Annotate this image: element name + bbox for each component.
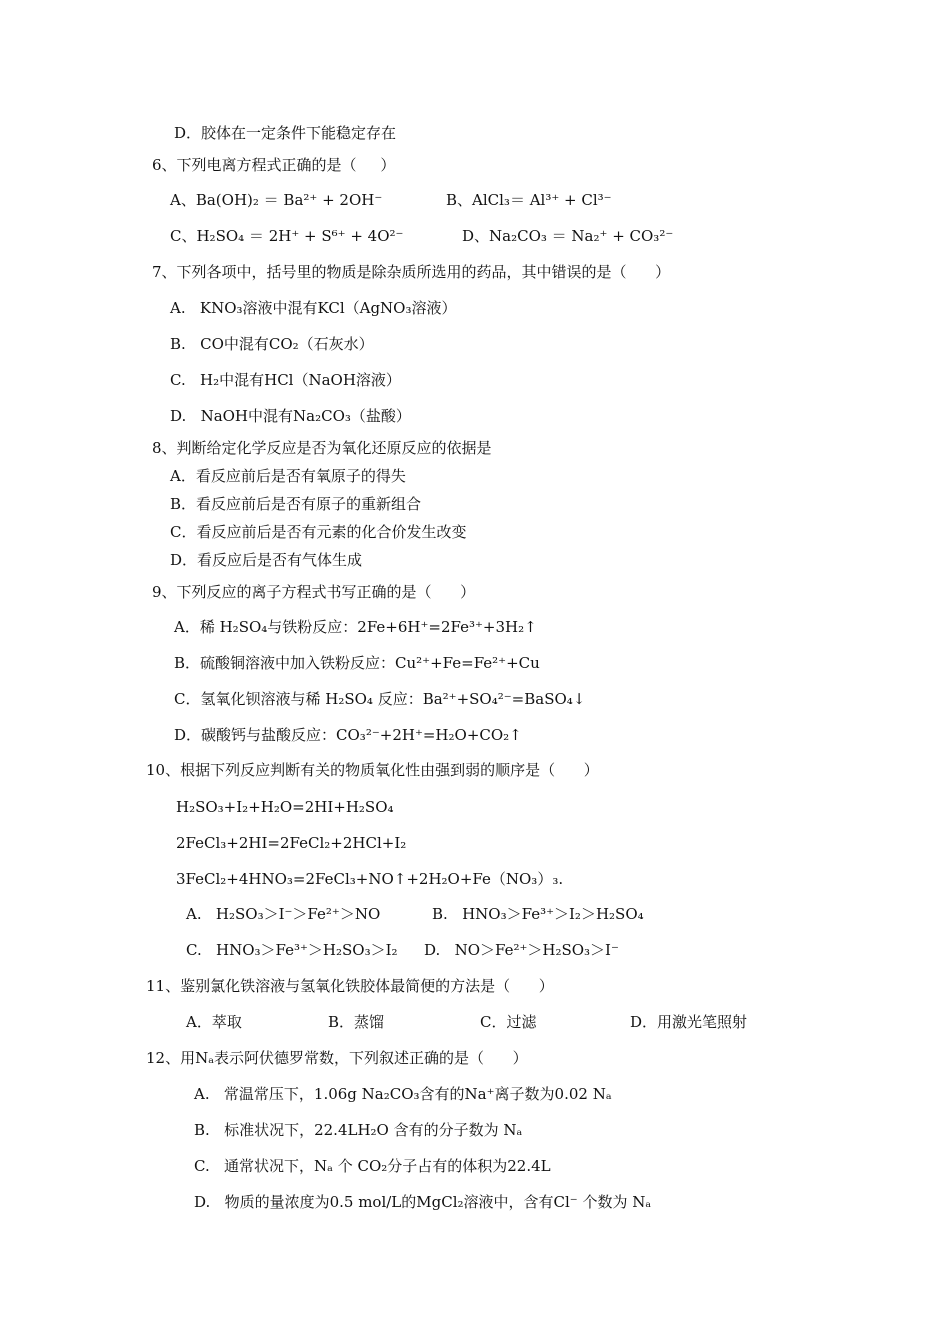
q7-option-a: A. KNO₃溶液中混有KCl（AgNO₃溶液） [170, 299, 457, 317]
q12-option-b: B. 标准状况下，22.4LH₂O 含有的分子数为 Nₐ [194, 1121, 523, 1139]
q8-option-b: B．看反应前后是否有原子的重新组合 [170, 495, 422, 513]
q8-option-d: D．看反应后是否有气体生成 [170, 551, 363, 569]
q12-option-a: A. 常温常压下，1.06g Na₂CO₃含有的Na⁺离子数为0.02 Nₐ [194, 1085, 612, 1103]
q10-option-d: D. NO＞Fe²⁺＞H₂SO₃＞I⁻ [424, 941, 619, 959]
q12-option-d: D. 物质的量浓度为0.5 mol/L的MgCl₂溶液中，含有Cl⁻ 个数为 Nₐ [194, 1193, 652, 1211]
q6-option-b: B、AlCl₃＝ Al³⁺ + Cl³⁻ [446, 191, 612, 209]
q11-option-a: A．萃取 [186, 1013, 242, 1031]
q10-equation-1: H₂SO₃+I₂+H₂O=2HI+H₂SO₄ [176, 798, 394, 816]
q8-option-a: A．看反应前后是否有氧原子的得失 [170, 467, 406, 485]
q9-option-a: A．稀 H₂SO₄与铁粉反应：2Fe+6H⁺=2Fe³⁺+3H₂↑ [174, 618, 537, 636]
q7-option-d: D. NaOH中混有Na₂CO₃（盐酸） [170, 407, 411, 425]
q6-option-a: A、Ba(OH)₂ ＝ Ba²⁺ + 2OH⁻ [170, 191, 383, 209]
q12-option-c: C. 通常状况下，Nₐ 个 CO₂分子占有的体积为22.4L [194, 1157, 551, 1175]
q6-option-c: C、H₂SO₄ ＝ 2H⁺ + S⁶⁺ + 4O²⁻ [170, 227, 404, 245]
q10-option-c: C. HNO₃＞Fe³⁺＞H₂SO₃＞I₂ [186, 941, 398, 959]
q10-equation-2: 2FeCl₃+2HI=2FeCl₂+2HCl+I₂ [176, 834, 407, 852]
q11-option-b: B．蒸馏 [328, 1013, 385, 1031]
q6-stem: 6、下列电离方程式正确的是（ ） [152, 156, 396, 174]
q9-option-d: D．碳酸钙与盐酸反应：CO₃²⁻+2H⁺=H₂O+CO₂↑ [174, 726, 522, 744]
q10-equation-3: 3FeCl₂+4HNO₃=2FeCl₃+NO↑+2H₂O+Fe（NO₃）₃. [176, 870, 564, 888]
q9-stem: 9、下列反应的离子方程式书写正确的是（ ） [152, 583, 476, 601]
q11-option-d: D．用激光笔照射 [630, 1013, 748, 1031]
q11-stem: 11、鉴别氯化铁溶液与氢氧化铁胶体最简便的方法是（ ） [146, 977, 554, 995]
q8-stem: 8、判断给定化学反应是否为氧化还原反应的依据是 [152, 439, 492, 457]
q7-option-b: B. CO中混有CO₂（石灰水） [170, 335, 374, 353]
q8-option-c: C．看反应前后是否有元素的化合价发生改变 [170, 523, 467, 541]
q12-stem: 12、用Nₐ表示阿伏德罗常数，下列叙述正确的是（ ） [146, 1049, 528, 1067]
q9-option-c: C．氢氧化钡溶液与稀 H₂SO₄ 反应：Ba²⁺+SO₄²⁻=BaSO₄↓ [174, 690, 586, 708]
q10-stem: 10、根据下列反应判断有关的物质氧化性由强到弱的顺序是（ ） [146, 761, 599, 779]
q10-option-a: A. H₂SO₃＞I⁻＞Fe²⁺＞NO [186, 905, 381, 923]
q7-stem: 7、下列各项中，括号里的物质是除杂质所选用的药品，其中错误的是（ ） [152, 263, 671, 281]
q10-option-b: B. HNO₃＞Fe³⁺＞I₂＞H₂SO₄ [432, 905, 644, 923]
q7-option-c: C. H₂中混有HCl（NaOH溶液） [170, 371, 401, 389]
q5-option-d: D．胶体在一定条件下能稳定存在 [174, 124, 397, 142]
q11-option-c: C．过滤 [480, 1013, 537, 1031]
q9-option-b: B．硫酸铜溶液中加入铁粉反应：Cu²⁺+Fe=Fe²⁺+Cu [174, 654, 540, 672]
q6-option-d: D、Na₂CO₃ ＝ Na₂⁺ + CO₃²⁻ [462, 227, 674, 245]
